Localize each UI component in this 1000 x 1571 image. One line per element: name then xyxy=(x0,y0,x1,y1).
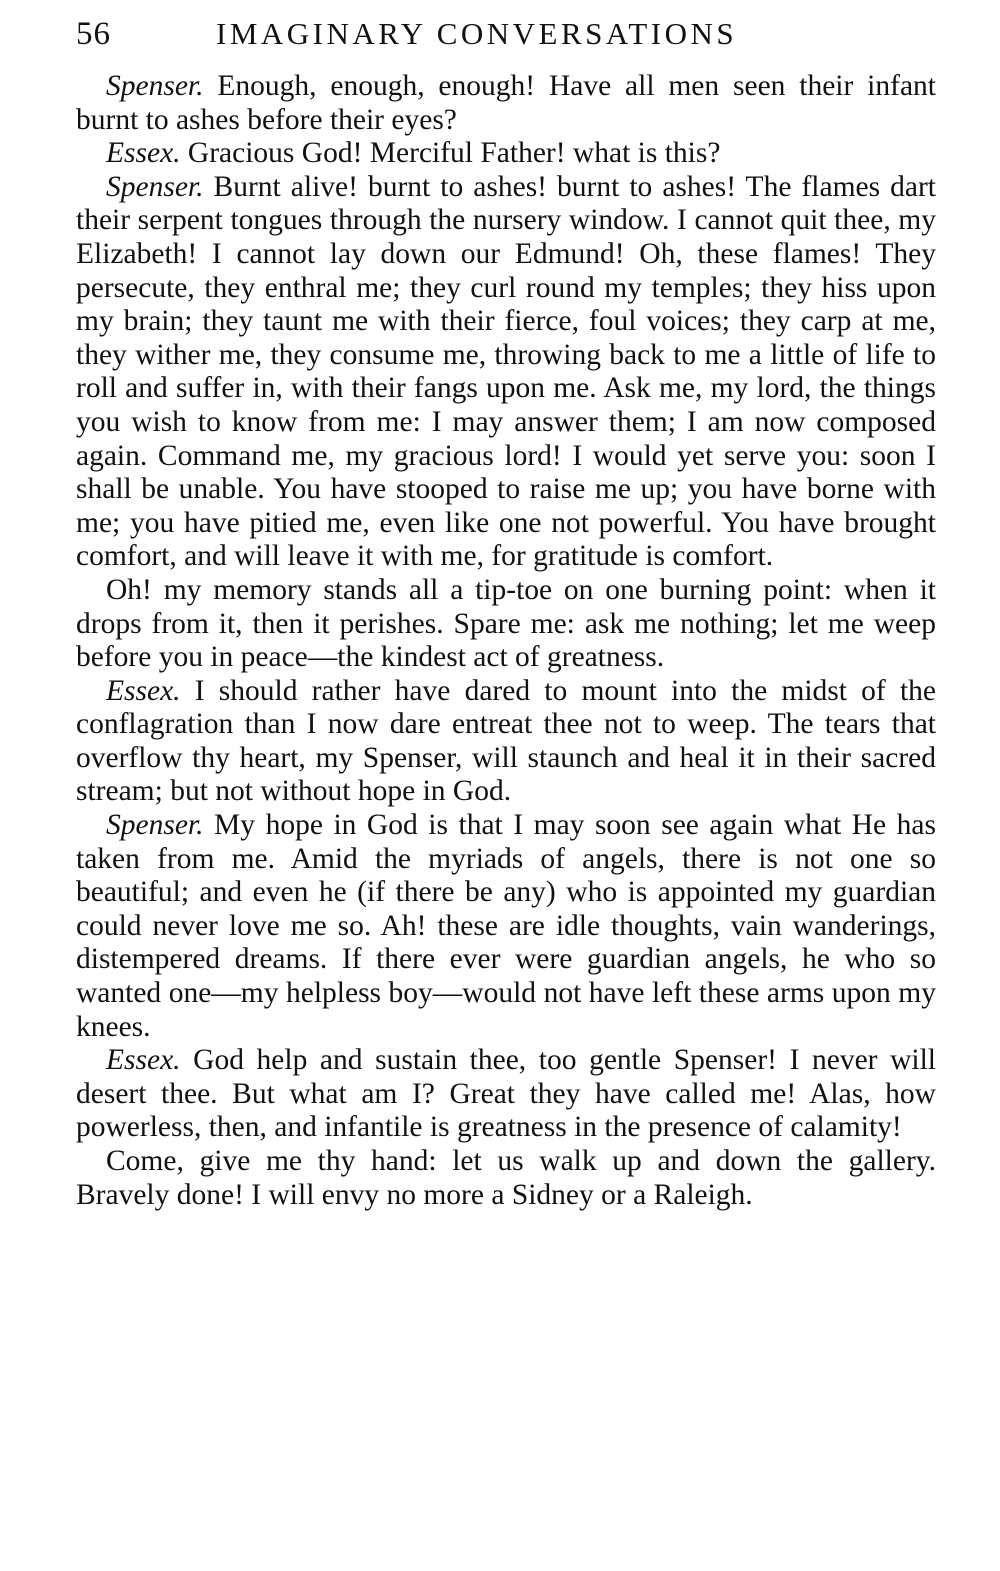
speaker-name: Essex. xyxy=(106,1044,181,1077)
page-header xyxy=(76,10,936,58)
speaker-name: Essex. xyxy=(106,137,181,170)
paragraph-text: God help and sustain thee, too gentle Spenser! I never will desert thee. But what am I? Great they have called me! Alas, how powerless, then, and infantile is greatness in the presence of calamity! xyxy=(76,1044,936,1144)
paragraph xyxy=(76,70,936,137)
paragraph-text: Enough, enough, enough! Have all men seen their infant burnt to ashes before their eyes? xyxy=(76,70,936,136)
speaker-name: Spenser. xyxy=(106,70,204,102)
paragraph xyxy=(76,809,936,1044)
paragraph-text: Oh! my memory stands all a tip-toe on one burning point: when it drops from it, then it perishes. Spare me: ask me nothing; let me weep before you in peace—the kindest act of greatness. xyxy=(76,573,936,674)
speaker-name: Essex. xyxy=(106,674,181,707)
running-title: IMAGINARY CONVERSATIONS xyxy=(216,16,738,51)
paragraph-text: Burnt alive! burnt to ashes! burnt to ashes! The flames dart their serpent tongues through the nursery window. I cannot quit thee, my Elizabeth! I cannot lay down our Edmund! Oh, these flames! They persecute, they enthral me; they curl round my temples; they hiss upon my brain; they taunt me with their fierce, foul voices; they carp at me, they wither me, they consume me, throwing back to me a little of life to roll and suffer in, with their fangs upon me. Ask me, my lord, the things you wish to know from me: I may answer them; I am now composed again. Command me, my gracious lord! I would yet serve you: soon I shall be unable. You have stooped to raise me up; you have borne with me; you have pitied me, even like one not powerful. You have brought comfort, and will leave it with me, for gratitude is comfort. xyxy=(76,170,936,573)
paragraph xyxy=(76,1145,936,1212)
speaker-name: Spenser. xyxy=(106,170,204,203)
paragraph-text: My hope in God is that I may soon see again what He has taken from me. Amid the myriads of angels, there is not one so beautiful; and even he (if there be any) who is appointed my guardian could never love me so. Ah! these are idle thoughts, vain wanderings, distempered dreams. If there ever were guardian angels, he who so wanted one—my helpless boy—would not have left these arms upon my knees. xyxy=(76,809,936,1043)
paragraph xyxy=(76,675,936,809)
paragraph-text: I should rather have dared to mount into the midst of the conflagration than I now dare entreat thee not to weep. The tears that overflow thy heart, my Spenser, will staunch and heal it in their sacred stream; but not without hope in God. xyxy=(76,674,936,808)
page-body xyxy=(76,70,936,1212)
paragraph xyxy=(76,1044,936,1145)
paragraph xyxy=(76,574,936,675)
paragraph-text: Gracious God! Merciful Father! what is this? xyxy=(180,137,721,170)
paragraph-text: Come, give me thy hand: let us walk up and down the gallery. Bravely done! I will envy no more a Sidney or a Raleigh. xyxy=(76,1145,936,1211)
page-number: 56 xyxy=(76,16,111,52)
paragraph xyxy=(76,171,936,574)
paragraph xyxy=(76,137,936,171)
speaker-name: Spenser. xyxy=(106,809,204,842)
